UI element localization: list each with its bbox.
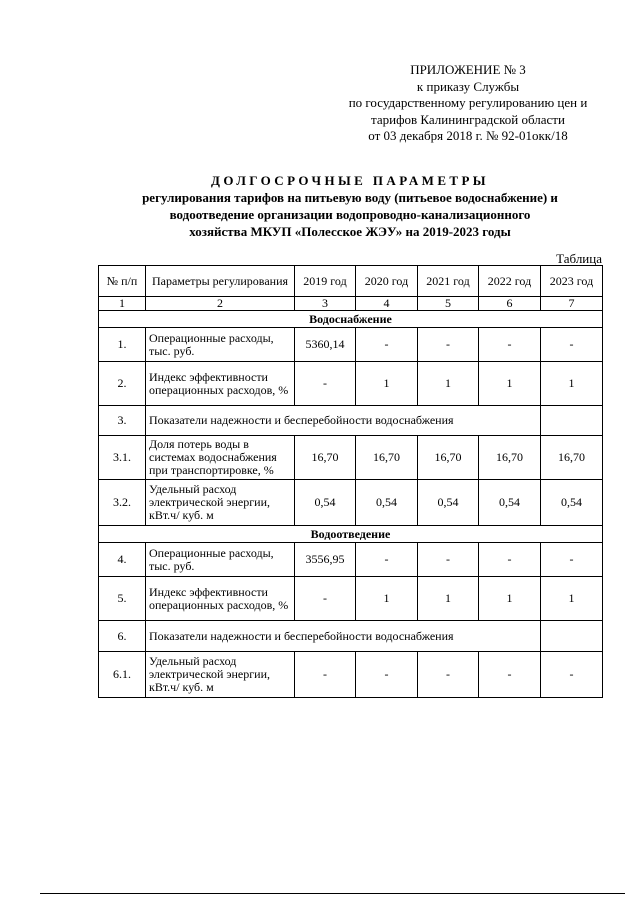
col-number: 7 bbox=[541, 297, 603, 311]
row-value: 0,54 bbox=[356, 480, 418, 526]
row-value: - bbox=[295, 652, 356, 698]
row-value: 16,70 bbox=[295, 436, 356, 480]
col-number: 2 bbox=[146, 297, 295, 311]
row-value: 1 bbox=[479, 362, 541, 406]
row-value: - bbox=[356, 543, 418, 577]
col-number: 5 bbox=[418, 297, 479, 311]
row-num: 2. bbox=[99, 362, 146, 406]
row-value: 1 bbox=[356, 362, 418, 406]
header-2019: 2019 год bbox=[295, 266, 356, 297]
row-param: Операционные расходы, тыс. руб. bbox=[146, 328, 295, 362]
row-param: Удельный расход электрической энергии, кВт.ч/ куб. м bbox=[146, 480, 295, 526]
table-row bbox=[99, 328, 603, 362]
row-value: 0,54 bbox=[295, 480, 356, 526]
header-2021: 2021 год bbox=[418, 266, 479, 297]
row-value: - bbox=[541, 543, 603, 577]
row-num: 6. bbox=[99, 621, 146, 652]
document-title bbox=[90, 172, 610, 240]
row-value: 0,54 bbox=[418, 480, 479, 526]
row-param: Операционные расходы, тыс. руб. bbox=[146, 543, 295, 577]
header-num: № п/п bbox=[99, 266, 146, 297]
empty-cell bbox=[541, 621, 603, 652]
header-param: Параметры регулирования bbox=[146, 266, 295, 297]
title-line-2: регулирования тарифов на питьевую воду (питьевое водоснабжение) и bbox=[142, 190, 558, 205]
row-value: 0,54 bbox=[479, 480, 541, 526]
row-value: - bbox=[479, 652, 541, 698]
row-param: Показатели надежности и бесперебойности водоснабжения bbox=[146, 621, 541, 652]
row-value: - bbox=[541, 652, 603, 698]
row-param: Индекс эффективности операционных расходов, % bbox=[146, 577, 295, 621]
table-row bbox=[99, 362, 603, 406]
col-number: 1 bbox=[99, 297, 146, 311]
row-value: - bbox=[295, 577, 356, 621]
col-number: 6 bbox=[479, 297, 541, 311]
row-num: 5. bbox=[99, 577, 146, 621]
appendix-order-ref: к приказу Службы bbox=[416, 78, 520, 94]
appendix-header bbox=[318, 62, 618, 145]
row-value: 16,70 bbox=[356, 436, 418, 480]
row-value: - bbox=[418, 328, 479, 362]
row-value: 5360,14 bbox=[295, 328, 356, 362]
table-row bbox=[99, 436, 603, 480]
row-value: 1 bbox=[418, 362, 479, 406]
header-2020: 2020 год bbox=[356, 266, 418, 297]
title-line-3: водоотведение организации водопроводно-канализационного bbox=[169, 207, 531, 222]
appendix-agency-line: по государственному регулированию цен и bbox=[348, 95, 588, 111]
row-value: - bbox=[356, 328, 418, 362]
section-row-water bbox=[99, 311, 603, 328]
row-value: 16,70 bbox=[418, 436, 479, 480]
table-label: Таблица bbox=[556, 251, 602, 266]
row-num: 3. bbox=[99, 406, 146, 436]
table-row bbox=[99, 652, 603, 698]
section-row-sewer bbox=[99, 526, 603, 543]
appendix-date: от 03 декабря 2018 г. № 92-01окк/18 bbox=[368, 128, 568, 144]
row-param: Доля потерь воды в системах водоснабжения при транспортировке, % bbox=[146, 436, 295, 480]
section-water-label: Водоснабжение bbox=[99, 311, 603, 328]
table-row bbox=[99, 621, 603, 652]
row-value: - bbox=[418, 652, 479, 698]
row-value: - bbox=[295, 362, 356, 406]
row-num: 3.2. bbox=[99, 480, 146, 526]
appendix-agency-line-2: тарифов Калининградской области bbox=[371, 111, 565, 127]
table-row bbox=[99, 543, 603, 577]
row-param: Удельный расход электрической энергии, кВт.ч/ куб. м bbox=[146, 652, 295, 698]
row-param: Показатели надежности и бесперебойности водоснабжения bbox=[146, 406, 541, 436]
title-main: ДОЛГОСРОЧНЫЕ ПАРАМЕТРЫ bbox=[211, 173, 489, 188]
empty-cell bbox=[541, 406, 603, 436]
row-value: 1 bbox=[356, 577, 418, 621]
table-row bbox=[99, 480, 603, 526]
col-number: 4 bbox=[356, 297, 418, 311]
appendix-number: ПРИЛОЖЕНИЕ № 3 bbox=[410, 62, 526, 77]
parameters-table bbox=[98, 265, 603, 698]
row-value: 16,70 bbox=[479, 436, 541, 480]
row-value: - bbox=[418, 543, 479, 577]
row-value: 1 bbox=[541, 577, 603, 621]
column-number-row bbox=[99, 297, 603, 311]
row-value: 1 bbox=[541, 362, 603, 406]
row-num: 4. bbox=[99, 543, 146, 577]
col-number: 3 bbox=[295, 297, 356, 311]
row-value: 1 bbox=[418, 577, 479, 621]
row-param: Индекс эффективности операционных расходов, % bbox=[146, 362, 295, 406]
row-value: 0,54 bbox=[541, 480, 603, 526]
row-value: - bbox=[479, 328, 541, 362]
row-value: - bbox=[356, 652, 418, 698]
row-value: 3556,95 bbox=[295, 543, 356, 577]
table-row bbox=[99, 406, 603, 436]
row-value: 16,70 bbox=[541, 436, 603, 480]
row-num: 3.1. bbox=[99, 436, 146, 480]
row-num: 1. bbox=[99, 328, 146, 362]
header-2022: 2022 год bbox=[479, 266, 541, 297]
row-num: 6.1. bbox=[99, 652, 146, 698]
page-bottom-divider bbox=[40, 893, 625, 894]
row-value: - bbox=[541, 328, 603, 362]
row-value: 1 bbox=[479, 577, 541, 621]
section-sewer-label: Водоотведение bbox=[99, 526, 603, 543]
title-line-4: хозяйства МКУП «Полесское ЖЭУ» на 2019-2023 годы bbox=[189, 224, 511, 239]
table-header-row bbox=[99, 266, 603, 297]
row-value: - bbox=[479, 543, 541, 577]
table-row bbox=[99, 577, 603, 621]
header-2023: 2023 год bbox=[541, 266, 603, 297]
